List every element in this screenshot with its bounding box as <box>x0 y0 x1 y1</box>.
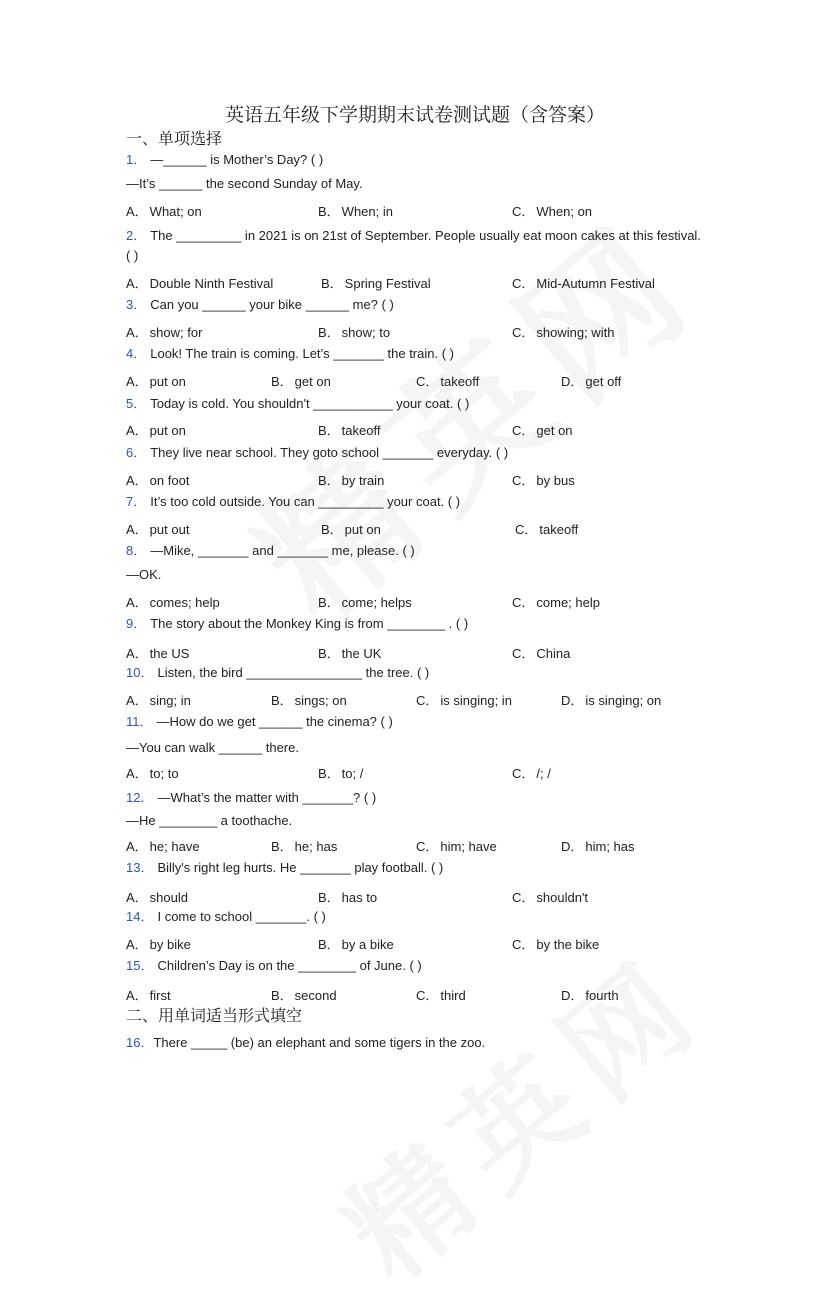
question-text: Can you ______ your bike ______ me? ( ) <box>150 297 394 312</box>
option-text: he; has <box>294 839 338 854</box>
question-number: 16． <box>126 1035 154 1050</box>
option-label: C． <box>512 595 535 610</box>
option-text: shouldn't <box>536 890 589 905</box>
option-text: put out <box>149 522 190 537</box>
option-label: A． <box>126 595 148 610</box>
option-b[interactable] <box>271 836 337 855</box>
option-text: the UK <box>341 646 382 661</box>
option-b[interactable] <box>271 690 347 709</box>
question-line <box>126 396 469 412</box>
option-text: Spring Festival <box>344 276 431 291</box>
option-label: B． <box>318 325 340 340</box>
option-label: A． <box>126 423 148 438</box>
option-label: C． <box>416 374 439 389</box>
option-label: B． <box>318 766 340 781</box>
question-line <box>126 228 701 244</box>
option-b[interactable] <box>318 643 381 662</box>
question-number: 1． <box>126 152 147 167</box>
question-line <box>126 445 508 461</box>
option-text: get on <box>536 423 573 438</box>
question-16 <box>126 1035 485 1051</box>
question-line <box>126 909 326 925</box>
option-text: him; have <box>440 839 497 854</box>
option-c[interactable] <box>416 836 497 855</box>
question-line <box>126 616 468 632</box>
option-text: to; / <box>341 766 364 781</box>
option-c[interactable] <box>512 470 575 489</box>
option-label: B． <box>321 276 343 291</box>
option-label: A． <box>126 325 148 340</box>
option-label: B． <box>318 646 340 661</box>
option-label: A． <box>126 204 148 219</box>
question-line <box>126 297 394 313</box>
question-line <box>126 543 415 559</box>
question-number: 14． <box>126 909 154 924</box>
question-number: 8． <box>126 543 147 558</box>
option-a[interactable] <box>126 934 191 953</box>
option-c[interactable] <box>512 887 588 906</box>
section-heading-1: 一、单项选择 <box>126 129 223 148</box>
question-number: 5． <box>126 396 147 411</box>
option-text: get off <box>585 374 622 389</box>
question-text: —Mike, _______ and _______ me, please. ( ) <box>150 543 415 558</box>
option-a[interactable] <box>126 592 220 611</box>
option-text: second <box>294 988 337 1003</box>
question-text: Look! The train is coming. Let’s _______ the train. ( ) <box>150 346 454 361</box>
option-label: C． <box>512 204 535 219</box>
question-text: Billy's right leg hurts. He _______ play football. ( ) <box>157 860 444 875</box>
option-label: C． <box>512 646 535 661</box>
question-number: 11． <box>126 714 153 729</box>
option-d[interactable] <box>561 690 661 709</box>
option-text: sing; in <box>149 693 191 708</box>
option-label: A． <box>126 522 148 537</box>
option-c[interactable] <box>416 985 466 1004</box>
option-text: When; on <box>536 204 593 219</box>
option-c[interactable] <box>512 273 655 292</box>
option-text: takeoff <box>539 522 579 537</box>
option-text: come; helps <box>341 595 412 610</box>
option-label: B． <box>321 522 343 537</box>
option-c[interactable] <box>512 934 599 953</box>
option-text: third <box>440 988 466 1003</box>
option-text: come; help <box>536 595 600 610</box>
question-line <box>126 346 454 362</box>
question-number: 6． <box>126 445 147 460</box>
option-c[interactable] <box>515 519 578 538</box>
question-text: —How do we get ______ the cinema? ( ) <box>156 714 393 729</box>
option-label: B． <box>318 595 340 610</box>
page-title: 英语五年级下学期期末试卷测试题（含答案） <box>224 104 605 126</box>
option-text: show; to <box>341 325 391 340</box>
question-line <box>126 714 393 730</box>
option-text: should <box>149 890 188 905</box>
option-label: A． <box>126 374 148 389</box>
option-label: D． <box>561 839 584 854</box>
option-text: put on <box>344 522 381 537</box>
question-continuation: —You can walk ______ there. <box>126 740 299 755</box>
question-number: 12． <box>126 790 154 805</box>
option-d[interactable] <box>561 371 621 390</box>
option-text: Mid-Autumn Festival <box>536 276 655 291</box>
option-text: fourth <box>585 988 619 1003</box>
option-b[interactable] <box>321 273 431 292</box>
option-b[interactable] <box>321 519 381 538</box>
option-text: by bike <box>149 937 191 952</box>
option-label: D． <box>561 988 584 1003</box>
option-label: A． <box>126 473 148 488</box>
option-b[interactable] <box>271 371 331 390</box>
question-text: Listen, the bird ________________ the tree. ( ) <box>157 665 430 680</box>
option-label: C． <box>416 693 439 708</box>
question-text: It’s too cold outside. You can _________ your coat. ( ) <box>150 494 461 509</box>
option-label: C． <box>512 890 535 905</box>
question-number: 7． <box>126 494 147 509</box>
question-continuation: —It’s ______ the second Sunday of May. <box>126 176 363 191</box>
option-label: B． <box>271 693 293 708</box>
option-label: B． <box>271 988 293 1003</box>
option-text: put on <box>149 423 186 438</box>
option-label: C． <box>512 766 535 781</box>
option-b[interactable] <box>318 934 394 953</box>
section-heading-2: 二、用单词适当形式填空 <box>126 1006 303 1025</box>
option-label: A． <box>126 766 148 781</box>
question-text: They live near school. They goto school _______ everyday. ( ) <box>150 445 509 460</box>
question-number: 4． <box>126 346 147 361</box>
question-line <box>126 665 429 681</box>
question-text: I come to school _______. ( ) <box>157 909 326 924</box>
option-label: B． <box>271 839 293 854</box>
option-text: he; have <box>149 839 200 854</box>
option-b[interactable] <box>271 985 337 1004</box>
option-text: by the bike <box>536 937 600 952</box>
option-c[interactable] <box>512 643 570 662</box>
question-text: —______ is Mother’s Day? ( ) <box>150 152 324 167</box>
option-label: C． <box>512 325 535 340</box>
option-text: sings; on <box>294 693 347 708</box>
option-label: B． <box>318 473 340 488</box>
option-text: put on <box>149 374 186 389</box>
option-c[interactable] <box>512 420 573 439</box>
option-text: by train <box>341 473 385 488</box>
option-label: A． <box>126 276 148 291</box>
option-a[interactable] <box>126 371 186 390</box>
question-line <box>126 790 376 806</box>
question-line <box>126 958 422 974</box>
option-label: C． <box>512 423 535 438</box>
option-c[interactable] <box>512 322 614 341</box>
option-label: A． <box>126 839 148 854</box>
question-number: 13． <box>126 860 154 875</box>
option-text: him; has <box>585 839 635 854</box>
option-text: on foot <box>149 473 190 488</box>
question-line <box>126 860 443 876</box>
option-a[interactable] <box>126 322 202 341</box>
option-label: C． <box>512 473 535 488</box>
option-text: by a bike <box>341 937 394 952</box>
option-d[interactable] <box>561 836 635 855</box>
option-text: get on <box>294 374 331 389</box>
option-label: C． <box>512 937 535 952</box>
question-number: 10． <box>126 665 154 680</box>
option-text: takeoff <box>440 374 480 389</box>
option-a[interactable] <box>126 836 200 855</box>
option-b[interactable] <box>318 592 412 611</box>
option-b[interactable] <box>318 420 380 439</box>
option-label: A． <box>126 988 148 1003</box>
option-text: What; on <box>149 204 202 219</box>
option-text: is singing; in <box>440 693 512 708</box>
question-text: The story about the Monkey King is from ________ . ( ) <box>150 616 469 631</box>
option-a[interactable] <box>126 887 188 906</box>
option-label: B． <box>318 423 340 438</box>
option-text: to; to <box>149 766 179 781</box>
option-text: is singing; on <box>585 693 662 708</box>
question-number: 15． <box>126 958 154 973</box>
option-text: /; / <box>536 766 551 781</box>
option-text: When; in <box>341 204 393 219</box>
option-b[interactable] <box>318 887 377 906</box>
option-text: Double Ninth Festival <box>149 276 274 291</box>
question-number: 2． <box>126 228 147 243</box>
option-a[interactable] <box>126 470 189 489</box>
option-a[interactable] <box>126 690 191 709</box>
question-line <box>126 152 323 168</box>
option-text: China <box>536 646 571 661</box>
question-text: —What’s the matter with _______? ( ) <box>157 790 377 805</box>
question-text: Children’s Day is on the ________ of June. ( ) <box>157 958 422 973</box>
option-d[interactable] <box>561 985 619 1004</box>
option-a[interactable] <box>126 201 202 220</box>
option-label: C． <box>416 988 439 1003</box>
question-text: The _________ in 2021 is on 21st of September. People usually eat moon cakes at this festival. <box>150 228 701 243</box>
option-label: B． <box>318 890 340 905</box>
option-label: A． <box>126 646 148 661</box>
question-number: 9． <box>126 616 147 631</box>
option-label: A． <box>126 937 148 952</box>
option-text: the US <box>149 646 190 661</box>
option-label: B． <box>318 937 340 952</box>
option-a[interactable] <box>126 985 171 1004</box>
option-c[interactable] <box>416 371 479 390</box>
option-label: C． <box>515 522 538 537</box>
option-label: D． <box>561 374 584 389</box>
option-text: has to <box>341 890 378 905</box>
option-label: D． <box>561 693 584 708</box>
option-c[interactable] <box>416 690 512 709</box>
option-label: A． <box>126 693 148 708</box>
question-continuation: ( ) <box>126 248 139 263</box>
option-b[interactable] <box>318 201 393 220</box>
option-text: first <box>149 988 171 1003</box>
question-line <box>126 494 460 510</box>
question-continuation: —OK. <box>126 567 162 582</box>
option-b[interactable] <box>318 470 384 489</box>
option-c[interactable] <box>512 592 600 611</box>
option-a[interactable] <box>126 643 189 662</box>
option-label: B． <box>271 374 293 389</box>
option-text: comes; help <box>149 595 220 610</box>
option-text: show; for <box>149 325 203 340</box>
option-text: takeoff <box>341 423 381 438</box>
option-text: by bus <box>536 473 575 488</box>
question-continuation: —He ________ a toothache. <box>126 813 293 828</box>
option-a[interactable] <box>126 420 186 439</box>
option-label: C． <box>512 276 535 291</box>
option-label: B． <box>318 204 340 219</box>
option-label: A． <box>126 890 148 905</box>
question-text: There _____ (be) an elephant and some tigers in the zoo. <box>153 1035 486 1050</box>
option-label: C． <box>416 839 439 854</box>
option-b[interactable] <box>318 763 363 782</box>
option-a[interactable] <box>126 763 179 782</box>
option-c[interactable] <box>512 763 551 782</box>
option-a[interactable] <box>126 519 189 538</box>
option-a[interactable] <box>126 273 273 292</box>
question-text: Today is cold. You shouldn't ___________ your coat. ( ) <box>150 396 470 411</box>
option-b[interactable] <box>318 322 390 341</box>
option-c[interactable] <box>512 201 592 220</box>
question-number: 3． <box>126 297 147 312</box>
option-text: showing; with <box>536 325 615 340</box>
